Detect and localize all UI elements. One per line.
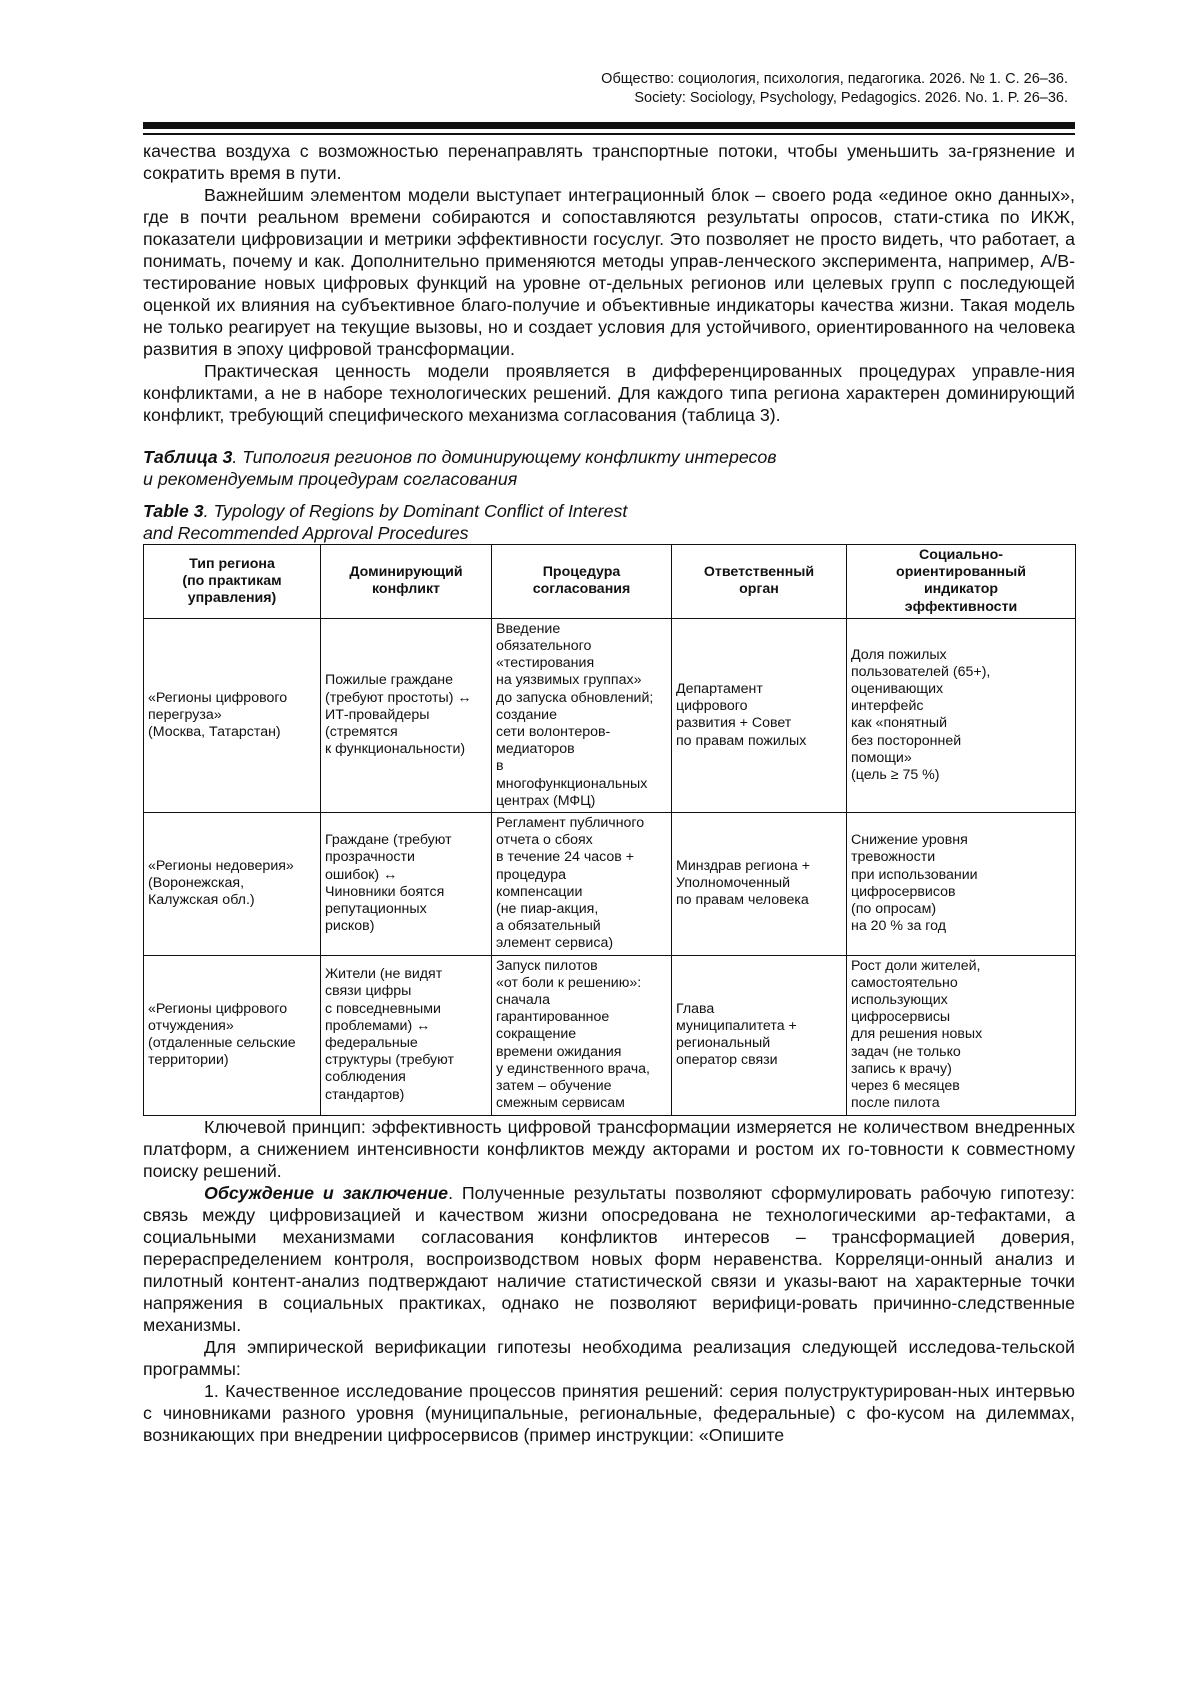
header-responsible-body: Ответственный орган bbox=[672, 545, 847, 619]
header-procedure: Процедура согласования bbox=[492, 545, 672, 619]
table-cell: «Регионы цифрового перегруза» (Москва, Татарстан) bbox=[144, 618, 321, 812]
discussion-heading: Обсуждение и заключение bbox=[204, 1182, 449, 1203]
discussion-text: . Полученные результаты позволяют сформулировать рабочую гипотезу: связь между цифровизацией и качеством жизни опосредована не технологическими ар-тефактами, а социальными механизмами согласования конфликтов интересов – трансформацией доверия, перераспределением контроля, воспроизводством новых форм неравенства. Корреляци-онный анализ и пилотный контент-анализ подтверждают наличие статистической связи и указы-вают на характерные точки напряжения в социальных практиках, однако не позволяют верифици-ровать причинно-следственные механизмы. bbox=[143, 1182, 1075, 1335]
paragraph-key-principle: Ключевой принцип: эффективность цифровой трансформации измеряется не количеством внедренных платформ, а снижением интенсивности конфликтов между акторами и ростом их го-товности к совместному поиску решений. bbox=[143, 1116, 1075, 1181]
paragraph-continued: качества воздуха с возможностью перенаправлять транспортные потоки, чтобы уменьшить за-грязнение и сократить время в пути. bbox=[143, 141, 1075, 183]
table-cell: Рост доли жителей, самостоятельно использующих цифросервисы для решения новых задач (не только запись к врачу) через 6 месяцев после пилота bbox=[847, 955, 1076, 1115]
table-label-en: Table 3 bbox=[143, 501, 204, 521]
table-cell: Доля пожилых пользователей (65+), оценивающих интерфейс как «понятный без посторонней помощи» (цель ≥ 75 %) bbox=[847, 618, 1076, 812]
table-row bbox=[144, 955, 1076, 1115]
table-cell: Жители (не видят связи цифры с повседневными проблемами) ↔ федеральные структуры (требуют соблюдения стандартов) bbox=[321, 955, 492, 1115]
table-cell: Глава муниципалитета + региональный оператор связи bbox=[672, 955, 847, 1115]
journal-header bbox=[601, 70, 1068, 108]
table-cell: Пожилые граждане (требуют простоты) ↔ ИТ-провайдеры (стремятся к функциональности) bbox=[321, 618, 492, 812]
header-rule-thin bbox=[143, 133, 1075, 135]
list-item: 1. Качественное исследование процессов принятия решений: серия полуструктурирован-ных интервью с чиновниками разного уровня (муниципальные, региональные, федеральные) с фо-кусом на дилеммах, возникающих при внедрении цифросервисов (пример инструкции: «Опишите bbox=[143, 1380, 1075, 1445]
table-cell: «Регионы цифрового отчуждения» (отдаленные сельские территории) bbox=[144, 955, 321, 1115]
table-cell: Введение обязательного «тестирования на уязвимых группах» до запуска обновлений; создание сети волонтеров- медиаторов в многофункциональных центрах (МФЦ) bbox=[492, 618, 672, 812]
paragraph-discussion bbox=[143, 1182, 1075, 1336]
table-cell: Минздрав региона + Уполномоченный по правам человека bbox=[672, 813, 847, 956]
header-region-type: Тип региона (по практикам управления) bbox=[144, 545, 321, 619]
table-header-row bbox=[144, 545, 1076, 619]
table-caption-ru bbox=[143, 446, 1075, 490]
table-cell: Запуск пилотов «от боли к решению»: сначала гарантированное сокращение времени ожидания у единственного врача, затем – обучение смежным сервисам bbox=[492, 955, 672, 1115]
table-title-en-line2: and Recommended Approval Procedures bbox=[143, 523, 469, 543]
table-cell: Граждане (требуют прозрачности ошибок) ↔ Чиновники боятся репутационных рисков) bbox=[321, 813, 492, 956]
header-line-en: Society: Sociology, Psychology, Pedagogics. 2026. No. 1. P. 26–36. bbox=[634, 90, 1068, 106]
table-caption-en bbox=[143, 500, 1075, 544]
paragraph-integration-block: Важнейшим элементом модели выступает интеграционный блок – своего рода «единое окно данных», где в почти реальном времени собираются и сопоставляются результаты опросов, стати-стика по ИКЖ, показатели цифровизации и метрики эффективности госуслуг. Это позволяет не просто видеть, что работает, а понимать, почему и как. Дополнительно применяются методы управ-ленческого эксперимента, например, A/B-тестирование новых цифровых функций на уровне от-дельных регионов или целевых групп с последующей оценкой их влияния на субъективное благо-получие и объективные индикаторы качества жизни. Такая модель не только реагирует на текущие вызовы, но и создает условия для устойчивого, ориентированного на человека развития в эпоху цифровой трансформации. bbox=[143, 185, 1075, 359]
table-cell: «Регионы недоверия» (Воронежская, Калужская обл.) bbox=[144, 813, 321, 956]
article-body bbox=[143, 140, 1075, 1446]
table-cell: Регламент публичного отчета о сбоях в течение 24 часов + процедура компенсации (не пиар-акция, а обязательный элемент сервиса) bbox=[492, 813, 672, 956]
paragraph-practical-value: Практическая ценность модели проявляется в дифференцированных процедурах управле-ния конфликтами, а не в наборе технологических решений. Для каждого типа региона характерен доминирующий конфликт, требующий специфического механизма согласования (таблица 3). bbox=[143, 361, 1075, 425]
header-dominant-conflict: Доминирующий конфликт bbox=[321, 545, 492, 619]
table-title-en-line1: . Typology of Regions by Dominant Conflict of Interest bbox=[203, 501, 628, 521]
table-label-ru: Таблица 3 bbox=[143, 447, 233, 467]
table-title-ru-line2: и рекомендуемым процедурам согласования bbox=[143, 469, 518, 489]
header-indicator: Социально- ориентированный индикатор эффективности bbox=[847, 545, 1076, 619]
header-line-ru: Общество: социология, психология, педагогика. 2026. № 1. С. 26–36. bbox=[601, 71, 1068, 87]
table-row bbox=[144, 813, 1076, 956]
table-cell: Снижение уровня тревожности при использовании цифросервисов (по опросам) на 20 % за год bbox=[847, 813, 1076, 956]
table-cell: Департамент цифрового развития + Совет по правам пожилых bbox=[672, 618, 847, 812]
table-row bbox=[144, 618, 1076, 812]
table-title-ru-line1: . Типология регионов по доминирующему конфликту интересов bbox=[232, 447, 777, 467]
typology-table bbox=[143, 544, 1076, 1116]
header-rule-thick bbox=[143, 122, 1075, 129]
paragraph-research-program: Для эмпирической верификации гипотезы необходима реализация следующей исследова-тельской программы: bbox=[143, 1336, 1075, 1379]
